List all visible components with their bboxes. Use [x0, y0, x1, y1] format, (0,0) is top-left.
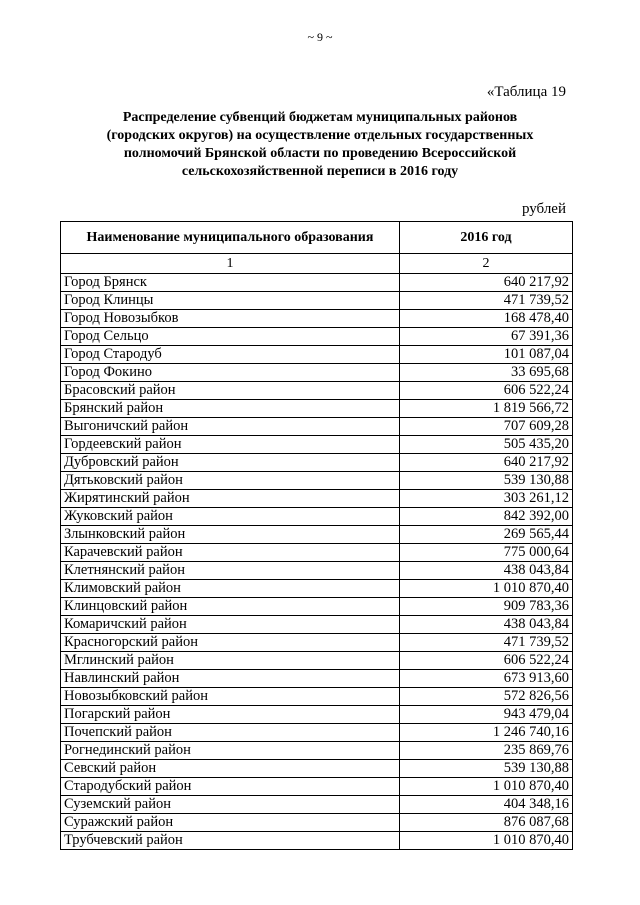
table-row — [61, 706, 573, 724]
municipality-name: Город Стародуб — [61, 346, 400, 364]
amount-value: 471 739,52 — [400, 292, 573, 310]
municipality-name: Дубровский район — [61, 454, 400, 472]
municipality-name: Брянский район — [61, 400, 400, 418]
amount-value: 235 869,76 — [400, 742, 573, 760]
table-row — [61, 670, 573, 688]
amount-value: 707 609,28 — [400, 418, 573, 436]
table-row — [61, 364, 573, 382]
units-label: рублей — [521, 201, 566, 217]
column-number: 1 — [61, 254, 400, 274]
amount-value: 1 010 870,40 — [400, 832, 573, 850]
page-number: ~ 9 ~ — [307, 30, 333, 44]
column-header-year: 2016 год — [400, 222, 573, 254]
amount-value: 842 392,00 — [400, 508, 573, 526]
municipality-name: Клетнянский район — [61, 562, 400, 580]
municipality-name: Рогнединский район — [61, 742, 400, 760]
municipality-name: Климовский район — [61, 580, 400, 598]
amount-value: 673 913,60 — [400, 670, 573, 688]
municipality-name: Брасовский район — [61, 382, 400, 400]
amount-value: 438 043,84 — [400, 616, 573, 634]
table-row — [61, 724, 573, 742]
municipality-name: Город Новозыбков — [61, 310, 400, 328]
amount-value: 67 391,36 — [400, 328, 573, 346]
amount-value: 572 826,56 — [400, 688, 573, 706]
table-row — [61, 580, 573, 598]
municipality-name: Трубчевский район — [61, 832, 400, 850]
municipality-name: Город Клинцы — [61, 292, 400, 310]
municipality-name: Клинцовский район — [61, 598, 400, 616]
table-row — [61, 796, 573, 814]
amount-value: 909 783,36 — [400, 598, 573, 616]
table-row — [61, 454, 573, 472]
amount-value: 1 010 870,40 — [400, 580, 573, 598]
amount-value: 269 565,44 — [400, 526, 573, 544]
municipality-name: Выгоничский район — [61, 418, 400, 436]
amount-value: 303 261,12 — [400, 490, 573, 508]
amount-value: 168 478,40 — [400, 310, 573, 328]
municipality-name: Город Сельцо — [61, 328, 400, 346]
municipality-name: Комаричский район — [61, 616, 400, 634]
title-line: Распределение субвенций бюджетам муниципальных районов — [122, 110, 518, 125]
table-row — [61, 778, 573, 796]
table-label: «Таблица 19 — [486, 84, 566, 100]
subvention-table — [60, 221, 573, 850]
table-row — [61, 634, 573, 652]
table-row — [61, 760, 573, 778]
amount-value: 438 043,84 — [400, 562, 573, 580]
amount-value: 101 087,04 — [400, 346, 573, 364]
amount-value: 775 000,64 — [400, 544, 573, 562]
column-header-name: Наименование муниципального образования — [61, 222, 400, 254]
column-number-row — [61, 254, 573, 274]
municipality-name: Новозыбковский район — [61, 688, 400, 706]
municipality-name: Злынковский район — [61, 526, 400, 544]
municipality-name: Суземский район — [61, 796, 400, 814]
table-row — [61, 292, 573, 310]
table-row — [61, 274, 573, 292]
municipality-name: Суражский район — [61, 814, 400, 832]
table-row — [61, 562, 573, 580]
table-row — [61, 382, 573, 400]
municipality-name: Погарский район — [61, 706, 400, 724]
table-row — [61, 418, 573, 436]
table-row — [61, 544, 573, 562]
table-row — [61, 814, 573, 832]
amount-value: 606 522,24 — [400, 382, 573, 400]
table-row — [61, 526, 573, 544]
municipality-name: Город Брянск — [61, 274, 400, 292]
municipality-name: Севский район — [61, 760, 400, 778]
amount-value: 471 739,52 — [400, 634, 573, 652]
table-row — [61, 400, 573, 418]
title-line: (городских округов) на осуществление отдельных государственных — [106, 128, 534, 143]
table-row — [61, 616, 573, 634]
table-row — [61, 346, 573, 364]
municipality-name: Город Фокино — [61, 364, 400, 382]
amount-value: 505 435,20 — [400, 436, 573, 454]
municipality-name: Почепский район — [61, 724, 400, 742]
title-line: сельскохозяйственной переписи в 2016 году — [181, 164, 459, 179]
amount-value: 1 819 566,72 — [400, 400, 573, 418]
table-row — [61, 508, 573, 526]
municipality-name: Карачевский район — [61, 544, 400, 562]
municipality-name: Дятьковский район — [61, 472, 400, 490]
table-row — [61, 688, 573, 706]
table-body — [61, 274, 573, 850]
amount-value: 404 348,16 — [400, 796, 573, 814]
amount-value: 640 217,92 — [400, 454, 573, 472]
amount-value: 33 695,68 — [400, 364, 573, 382]
table-row — [61, 472, 573, 490]
amount-value: 539 130,88 — [400, 472, 573, 490]
amount-value: 539 130,88 — [400, 760, 573, 778]
municipality-name: Жирятинский район — [61, 490, 400, 508]
table-header-row — [61, 222, 573, 254]
table-row — [61, 328, 573, 346]
table-row — [61, 832, 573, 850]
table-row — [61, 598, 573, 616]
municipality-name: Стародубский район — [61, 778, 400, 796]
document-title — [60, 109, 580, 181]
table-row — [61, 310, 573, 328]
table-row — [61, 742, 573, 760]
amount-value: 640 217,92 — [400, 274, 573, 292]
table-row — [61, 436, 573, 454]
title-line: полномочий Брянской области по проведению Всероссийской — [123, 146, 517, 161]
table-row — [61, 652, 573, 670]
table-row — [61, 490, 573, 508]
municipality-name: Красногорский район — [61, 634, 400, 652]
municipality-name: Навлинский район — [61, 670, 400, 688]
amount-value: 943 479,04 — [400, 706, 573, 724]
amount-value: 606 522,24 — [400, 652, 573, 670]
amount-value: 876 087,68 — [400, 814, 573, 832]
municipality-name: Гордеевский район — [61, 436, 400, 454]
amount-value: 1 010 870,40 — [400, 778, 573, 796]
amount-value: 1 246 740,16 — [400, 724, 573, 742]
municipality-name: Мглинский район — [61, 652, 400, 670]
municipality-name: Жуковский район — [61, 508, 400, 526]
column-number: 2 — [400, 254, 573, 274]
